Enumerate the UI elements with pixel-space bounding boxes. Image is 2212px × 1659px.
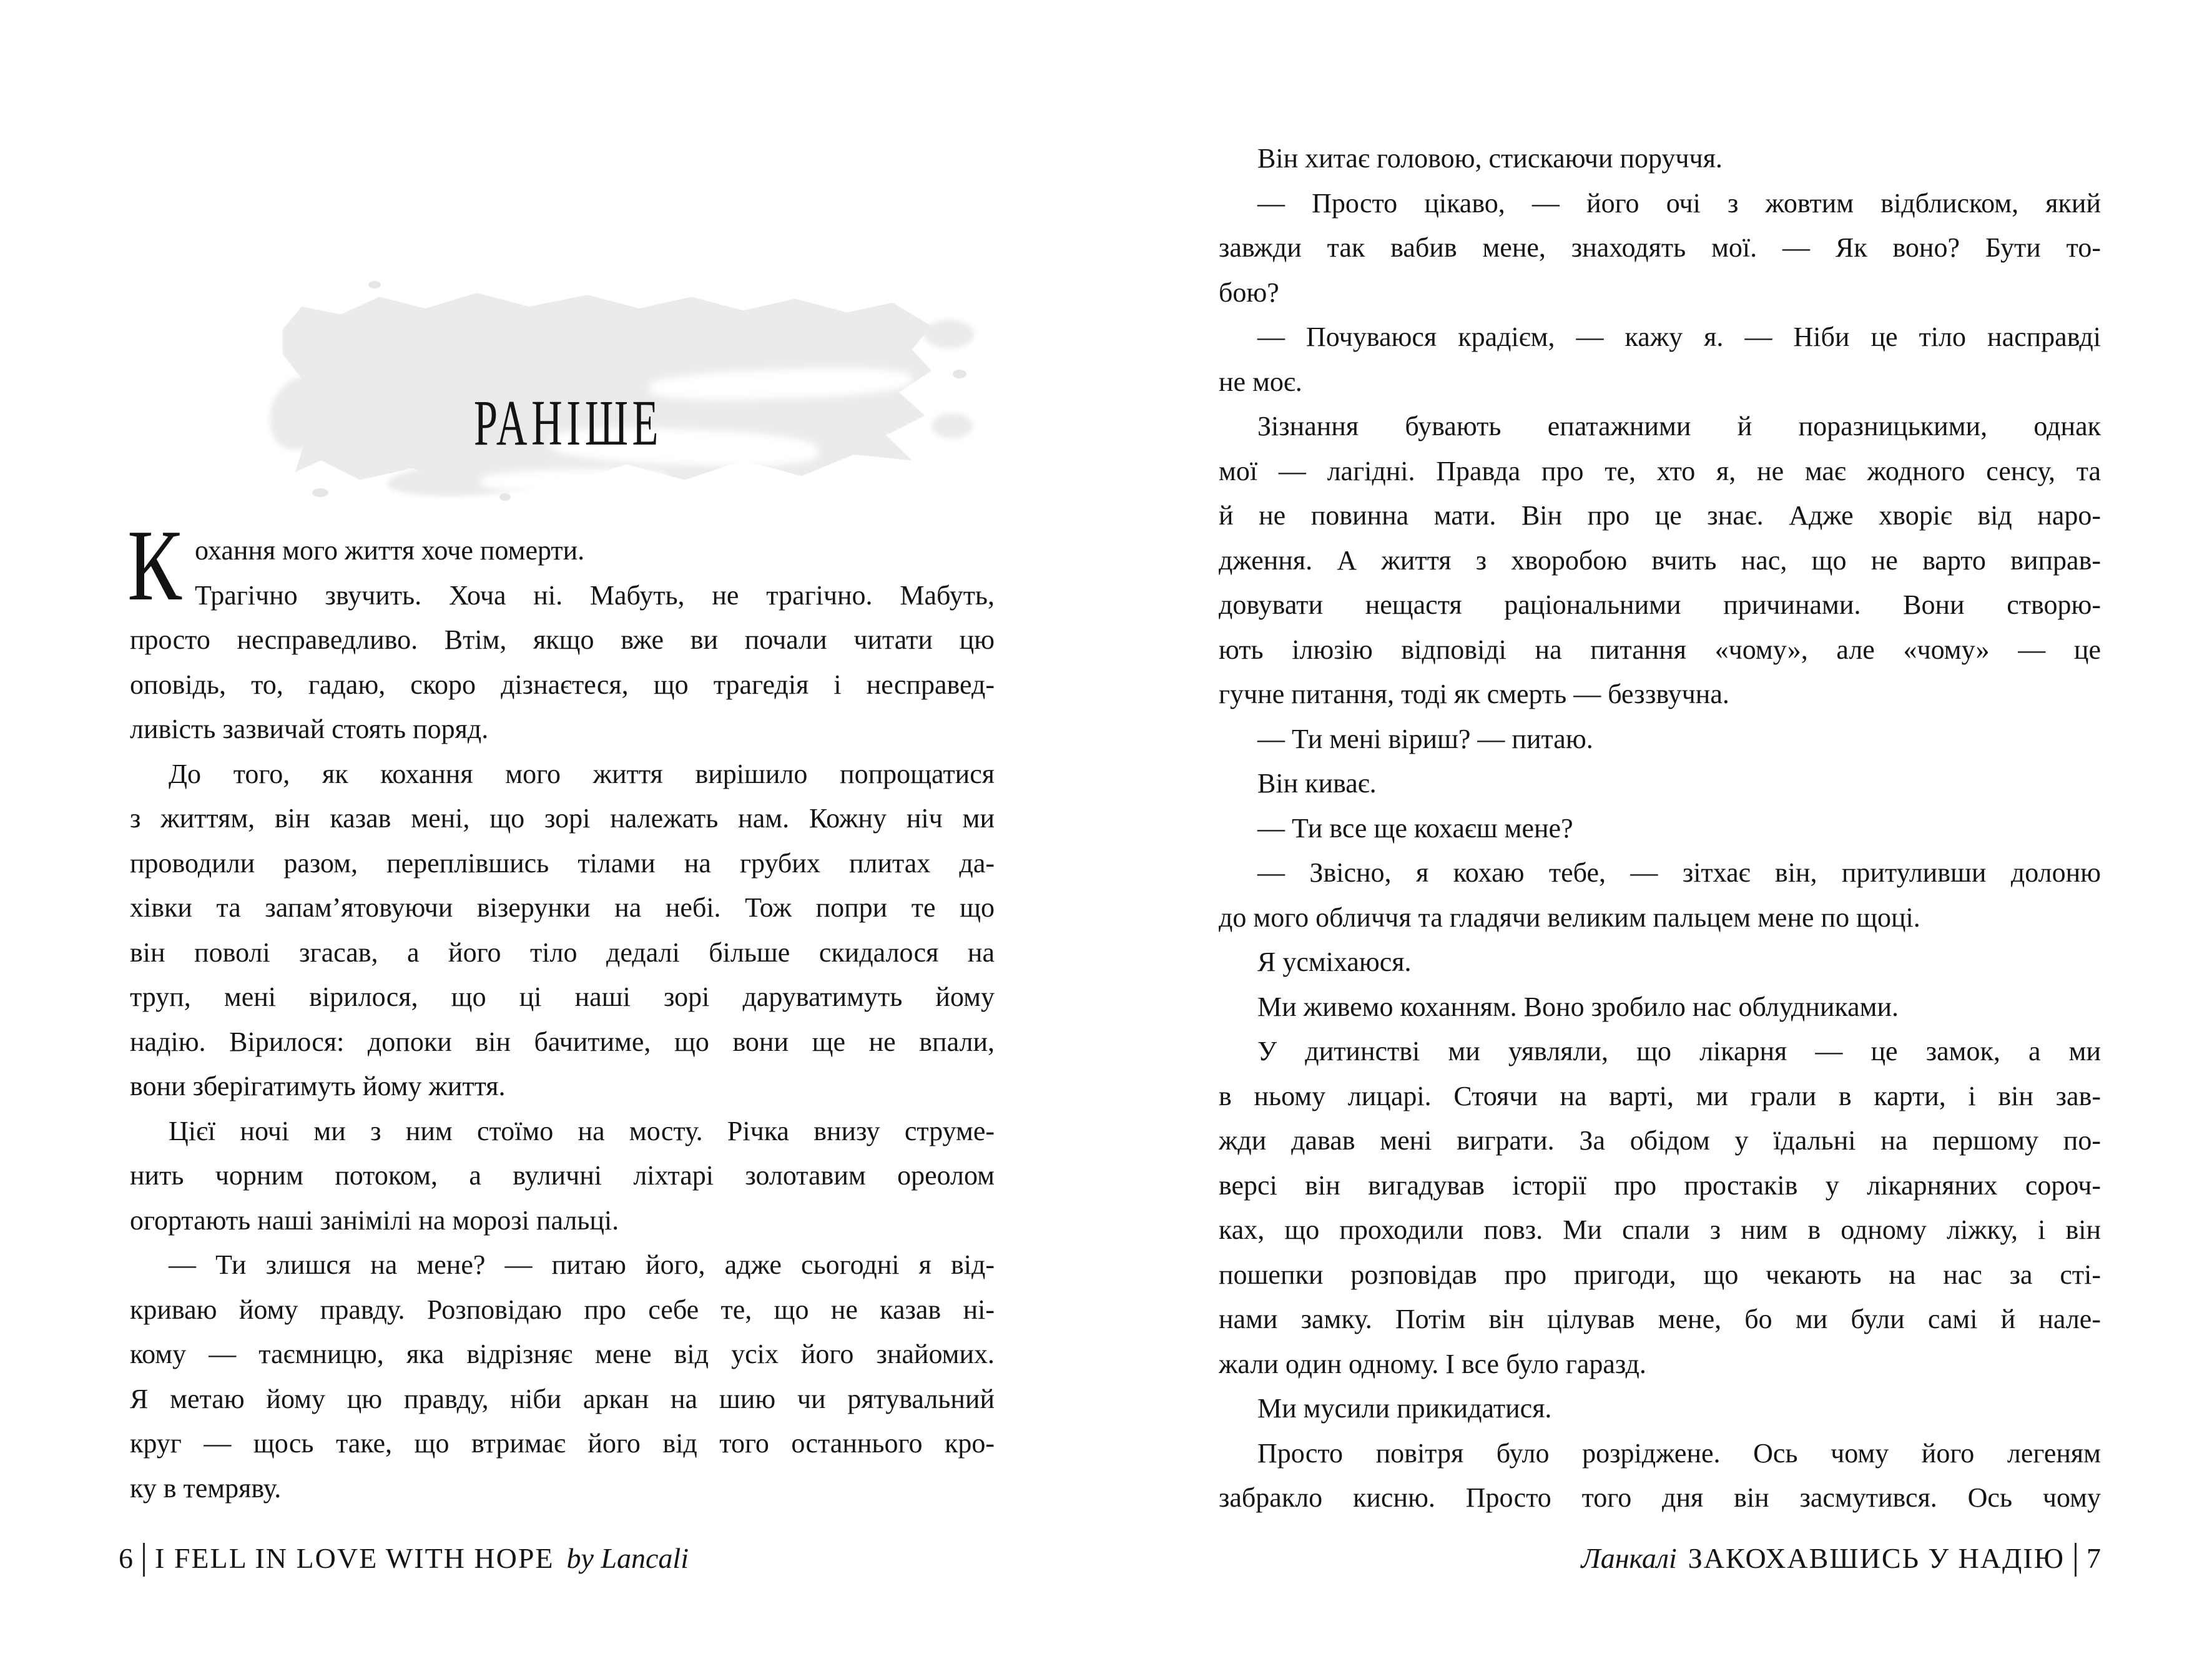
text-line: охання мого життя хоче померти. bbox=[195, 535, 585, 566]
brush-speck bbox=[312, 488, 328, 497]
page-number: 7 bbox=[2087, 1542, 2101, 1574]
right-page-footer bbox=[1581, 1536, 2101, 1581]
text-line: У дитинстві ми уявляли, що лікарня — це замок, а ми bbox=[1257, 1036, 2101, 1066]
text-line: ливість зазвичай стоять поряд. bbox=[130, 714, 489, 744]
book-title-english: I FELL IN LOVE WITH HOPE bbox=[155, 1542, 554, 1574]
right-page-text-column bbox=[1219, 136, 2101, 1520]
text-line: з життям, він казав мені, що зорі належать нам. Кожну ніч ми bbox=[130, 803, 995, 834]
text-line: оповідь, то, гадаю, скоро дізнаєтеся, що трагедія і несправед- bbox=[130, 669, 995, 700]
byline: by Lancali bbox=[566, 1542, 689, 1574]
text-line: огортають наші занімілі на морозі пальці. bbox=[130, 1204, 619, 1236]
text-line: мої — лагідні. Правда про те, хто я, не має жодного сенсу, та bbox=[1219, 455, 2101, 486]
author-name: Ланкалі bbox=[1581, 1542, 1677, 1574]
text-line: труп, мені вірилося, що ці наші зорі даруватимуть йому bbox=[130, 982, 995, 1012]
text-line: Ми мусили прикидатися. bbox=[1257, 1393, 1552, 1424]
text-line: ку в темряву. bbox=[130, 1472, 282, 1504]
text-line: забракло кисню. Просто того дня він засмутився. Ось чому bbox=[1219, 1482, 2101, 1513]
text-line: Я усміхаюся. bbox=[1257, 947, 1412, 977]
text-line: — Ти злишся на мене? — питаю його, адже сьогодні я від- bbox=[169, 1249, 995, 1280]
text-line: Зізнання бувають епатажними й поразницькими, однак bbox=[1257, 411, 2101, 441]
brush-speck bbox=[368, 281, 381, 288]
text-line: До того, як кохання мого життя вирішило попрощатися bbox=[169, 758, 995, 789]
text-line: нами замку. Потім він цілував мене, бо ми були самі й нале- bbox=[1219, 1304, 2101, 1334]
text-line: пошепки розповідав про пригоди, що чекають на нас за сті- bbox=[1219, 1259, 2101, 1290]
book-title-ukrainian: ЗАКОХАВШИСЬ У НАДІЮ bbox=[1688, 1542, 2065, 1574]
text-line: він поволі згасав, а його тіло дедалі більше скидалося на bbox=[130, 937, 995, 968]
text-line: нить чорним потоком, а вуличні ліхтарі золотавим ореолом bbox=[130, 1160, 995, 1191]
brush-speck bbox=[499, 493, 511, 501]
text-line: Цієї ночі ми з ним стоїмо на мосту. Річка внизу струме- bbox=[169, 1115, 995, 1146]
text-line: Він хитає головою, стискаючи поруччя. bbox=[1257, 143, 1723, 174]
brush-speck bbox=[953, 370, 966, 378]
footer-divider bbox=[143, 1543, 145, 1577]
text-line: криваю йому правду. Розповідаю про себе те, що не казав ні- bbox=[130, 1294, 995, 1325]
text-line: хівки та запам’ятовуючи візерунки на небі. Тож попри те що bbox=[130, 892, 995, 923]
text-line: Трагічно звучить. Хоча ні. Мабуть, не трагічно. Мабуть, bbox=[195, 579, 995, 611]
text-line: Я метаю йому цю правду, ніби аркан на шию чи рятувальний bbox=[130, 1383, 995, 1414]
brush-blob bbox=[924, 320, 974, 348]
text-line: вони зберігатимуть йому життя. bbox=[130, 1071, 506, 1101]
text-line: просто несправедливо. Втім, якщо вже ви почали читати цю bbox=[130, 624, 995, 655]
text-line: бою? bbox=[1219, 277, 1279, 308]
chapter-title: РАНІШЕ bbox=[473, 386, 663, 459]
left-page-text-column bbox=[130, 528, 995, 1510]
text-line: жали один одному. І все було гаразд. bbox=[1219, 1348, 1646, 1379]
text-line: — Звісно, я кохаю тебе, — зітхає він, притуливши долоню bbox=[1257, 857, 2101, 888]
text-line: Він киває. bbox=[1257, 768, 1377, 799]
text-line: й не повинна мати. Він про це знає. Адже хворіє від наро- bbox=[1219, 500, 2101, 531]
text-line: — Просто цікаво, — його очі з жовтим відблиском, який bbox=[1257, 187, 2101, 219]
brush-blob bbox=[931, 413, 973, 438]
text-line: в ньому лицарі. Стоячи на варті, ми грали в карти, і він зав- bbox=[1219, 1080, 2101, 1111]
text-line: довувати нещастя раціональними причинами. Вони створю- bbox=[1219, 589, 2101, 620]
left-page-footer bbox=[119, 1536, 689, 1581]
text-line: — Ти все ще кохаєш мене? bbox=[1257, 812, 1573, 844]
text-line: надію. Вірилося: допоки він бачитиме, що вони ще не впали, bbox=[130, 1026, 995, 1057]
text-line: круг — щось таке, що втримає його від того останнього кро- bbox=[130, 1428, 995, 1459]
text-line: Просто повітря було розріджене. Ось чому його легеням bbox=[1257, 1437, 2101, 1469]
text-line: версі він вигадував історії про простаків у лікарняних сороч- bbox=[1219, 1169, 2101, 1201]
footer-divider bbox=[2075, 1543, 2077, 1577]
text-line: — Ти мені віриш? — питаю. bbox=[1257, 723, 1593, 754]
text-line: — Почуваюся крадієм, — кажу я. — Ніби це тіло насправді bbox=[1257, 322, 2101, 352]
text-line: завжди так вабив мене, знаходять мої. — Як воно? Бути то- bbox=[1219, 232, 2101, 263]
text-line: жди давав мені виграти. За обідом у їдальні на першому по- bbox=[1219, 1125, 2101, 1156]
text-line: проводили разом, переплівшись тілами на грубих плитах да- bbox=[130, 847, 995, 879]
text-line: ках, що проходили повз. Ми спали з ним в одному ліжку, і він bbox=[1219, 1214, 2101, 1245]
text-line: не моє. bbox=[1219, 366, 1302, 397]
text-line: гучне питання, тоді як смерть — беззвучна. bbox=[1219, 679, 1729, 709]
text-line: Ми живемо коханням. Воно зробило нас облудниками. bbox=[1257, 991, 1899, 1022]
drop-cap-letter: К bbox=[127, 510, 182, 622]
text-line: кому — таємницю, яка відрізняє мене від усіх його знайомих. bbox=[130, 1339, 995, 1369]
page-number: 6 bbox=[119, 1542, 133, 1574]
text-line: ють ілюзію відповіді на питання «чому», але «чому» — це bbox=[1219, 634, 2101, 665]
text-line: дження. А життя з хворобою вчить нас, що не варто виправ- bbox=[1219, 544, 2101, 576]
text-line: до мого обличчя та гладячи великим пальцем мене по щоці. bbox=[1219, 902, 1920, 933]
